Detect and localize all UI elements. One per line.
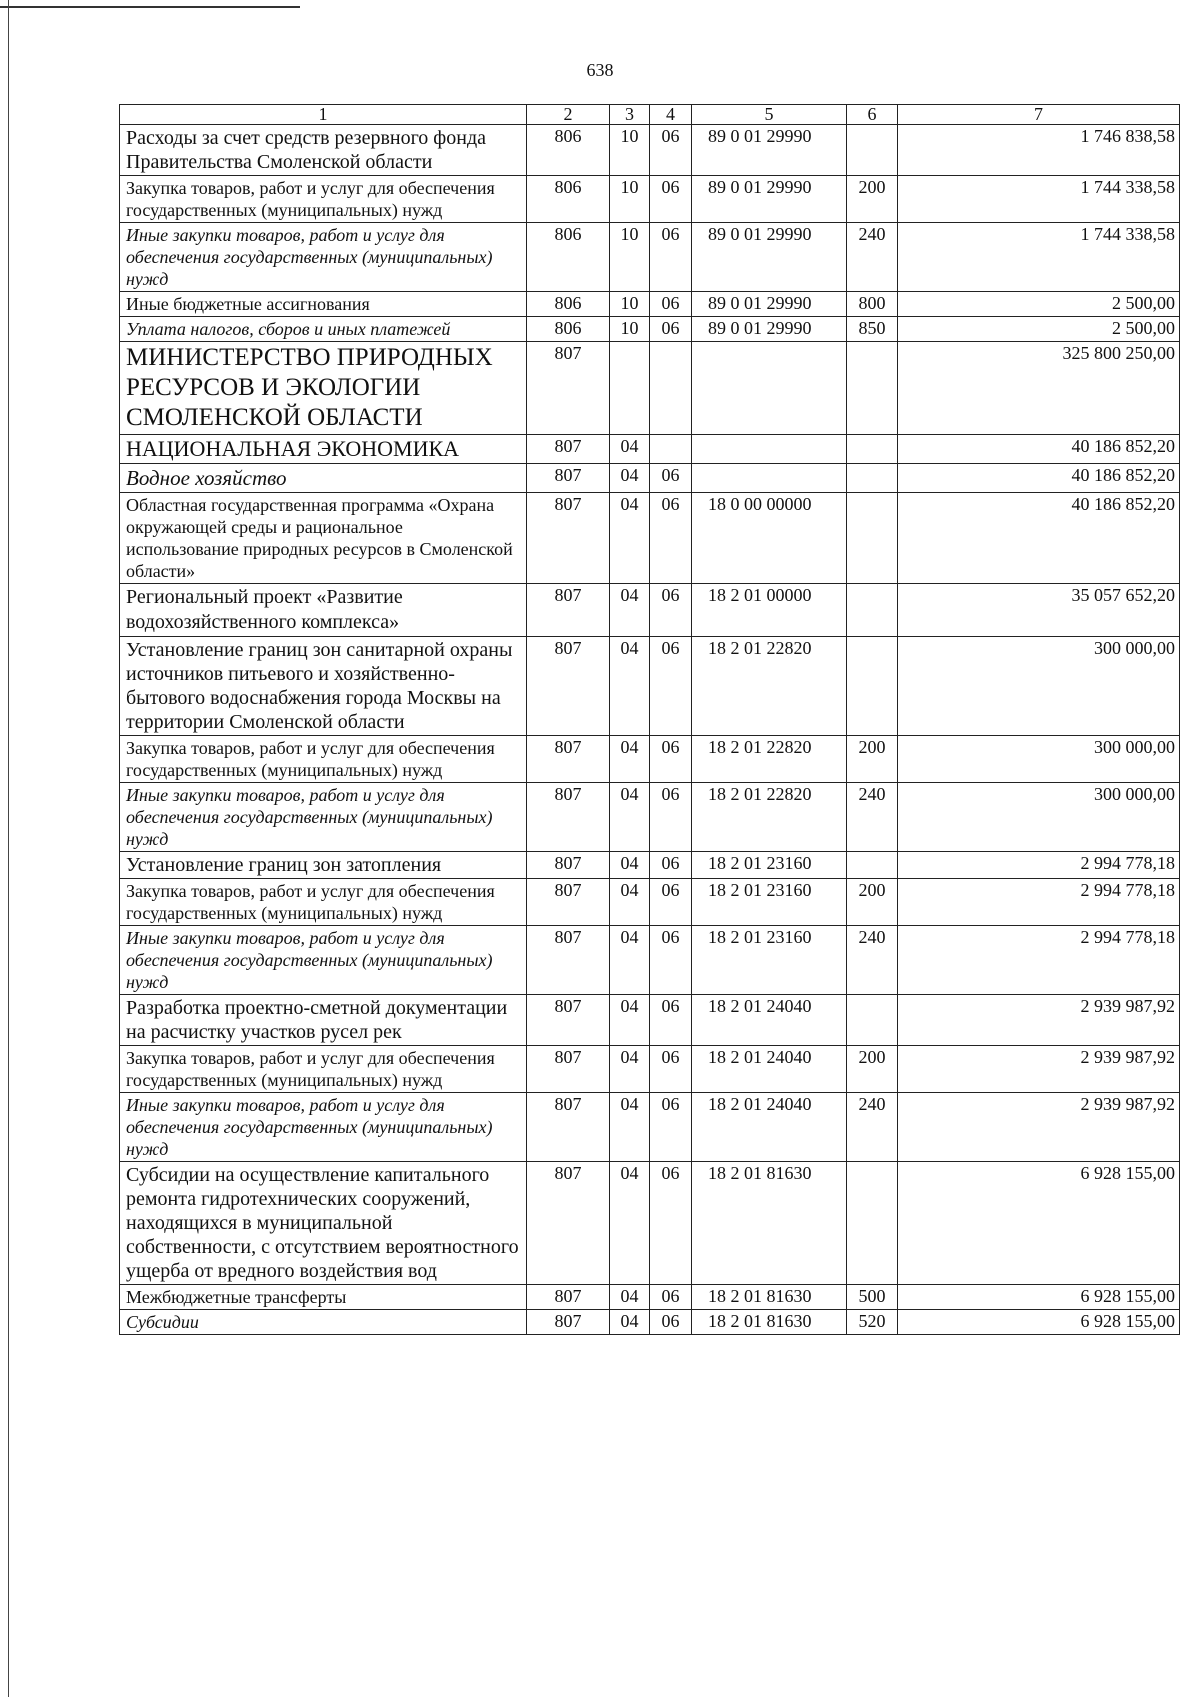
section-code-cell: 10 <box>610 292 650 317</box>
admin-code-cell: 806 <box>527 292 610 317</box>
row-name-cell: НАЦИОНАЛЬНАЯ ЭКОНОМИКА <box>120 435 527 464</box>
section-code-cell: 04 <box>610 637 650 736</box>
admin-code-cell: 807 <box>527 1285 610 1310</box>
amount-cell: 300 000,00 <box>898 637 1180 736</box>
target-article-cell: 89 0 01 29990 <box>692 176 847 223</box>
expense-type-cell: 800 <box>847 292 898 317</box>
amount-cell: 1 744 338,58 <box>898 176 1180 223</box>
section-code-cell: 04 <box>610 584 650 637</box>
row-name-cell: Закупка товаров, работ и услуг для обеспечения государственных (муниципальных) нужд <box>120 176 527 223</box>
section-code-cell: 04 <box>610 1093 650 1162</box>
target-article-cell: 18 0 00 00000 <box>692 493 847 584</box>
admin-code-cell: 807 <box>527 995 610 1046</box>
column-header: 1 <box>120 105 527 125</box>
table-row <box>120 1093 1180 1162</box>
expense-type-cell: 200 <box>847 176 898 223</box>
row-name-cell: Иные бюджетные ассигнования <box>120 292 527 317</box>
header-row <box>120 105 1180 125</box>
admin-code-cell: 806 <box>527 317 610 342</box>
subsection-code-cell: 06 <box>650 637 692 736</box>
table-row <box>120 1162 1180 1285</box>
amount-cell: 40 186 852,20 <box>898 493 1180 584</box>
admin-code-cell: 807 <box>527 736 610 783</box>
subsection-code-cell: 06 <box>650 736 692 783</box>
admin-code-cell: 807 <box>527 852 610 879</box>
amount-cell: 2 994 778,18 <box>898 926 1180 995</box>
amount-cell: 2 500,00 <box>898 317 1180 342</box>
table-row <box>120 317 1180 342</box>
section-code-cell: 10 <box>610 317 650 342</box>
table-row <box>120 926 1180 995</box>
section-code-cell: 04 <box>610 879 650 926</box>
subsection-code-cell: 06 <box>650 995 692 1046</box>
amount-cell: 300 000,00 <box>898 783 1180 852</box>
row-name-cell: Уплата налогов, сборов и иных платежей <box>120 317 527 342</box>
section-code-cell: 04 <box>610 1046 650 1093</box>
target-article-cell: 18 2 01 81630 <box>692 1310 847 1335</box>
target-article-cell: 89 0 01 29990 <box>692 223 847 292</box>
expense-type-cell <box>847 852 898 879</box>
column-header: 4 <box>650 105 692 125</box>
expense-type-cell <box>847 493 898 584</box>
subsection-code-cell: 06 <box>650 317 692 342</box>
section-code-cell: 04 <box>610 926 650 995</box>
expense-type-cell: 520 <box>847 1310 898 1335</box>
target-article-cell: 18 2 01 23160 <box>692 926 847 995</box>
subsection-code-cell: 06 <box>650 493 692 584</box>
section-code-cell: 04 <box>610 493 650 584</box>
amount-cell: 325 800 250,00 <box>898 342 1180 435</box>
scan-margin-line <box>8 0 9 1697</box>
section-code-cell: 04 <box>610 435 650 464</box>
amount-cell: 2 994 778,18 <box>898 879 1180 926</box>
target-article-cell: 18 2 01 24040 <box>692 995 847 1046</box>
admin-code-cell: 807 <box>527 1046 610 1093</box>
table-body <box>120 125 1180 1335</box>
target-article-cell: 18 2 01 22820 <box>692 783 847 852</box>
expense-type-cell <box>847 637 898 736</box>
subsection-code-cell: 06 <box>650 926 692 995</box>
admin-code-cell: 807 <box>527 493 610 584</box>
admin-code-cell: 807 <box>527 342 610 435</box>
subsection-code-cell: 06 <box>650 1310 692 1335</box>
row-name-cell: Закупка товаров, работ и услуг для обеспечения государственных (муниципальных) нужд <box>120 736 527 783</box>
column-header: 2 <box>527 105 610 125</box>
section-code-cell: 04 <box>610 783 650 852</box>
section-code-cell: 04 <box>610 852 650 879</box>
subsection-code-cell: 06 <box>650 464 692 493</box>
row-name-cell: Разработка проектно-сметной документации на расчистку участков русел рек <box>120 995 527 1046</box>
row-name-cell: Иные закупки товаров, работ и услуг для обеспечения государственных (муниципальных) нужд <box>120 783 527 852</box>
target-article-cell <box>692 342 847 435</box>
admin-code-cell: 807 <box>527 1162 610 1285</box>
expense-type-cell: 240 <box>847 223 898 292</box>
column-header: 7 <box>898 105 1180 125</box>
table-row <box>120 852 1180 879</box>
table-row <box>120 1046 1180 1093</box>
expense-type-cell <box>847 464 898 493</box>
subsection-code-cell: 06 <box>650 292 692 317</box>
amount-cell: 6 928 155,00 <box>898 1162 1180 1285</box>
row-name-cell: Межбюджетные трансферты <box>120 1285 527 1310</box>
table-row <box>120 292 1180 317</box>
amount-cell: 35 057 652,20 <box>898 584 1180 637</box>
amount-cell: 6 928 155,00 <box>898 1285 1180 1310</box>
table-row <box>120 125 1180 176</box>
table-row <box>120 1310 1180 1335</box>
subsection-code-cell: 06 <box>650 1046 692 1093</box>
target-article-cell: 18 2 01 22820 <box>692 637 847 736</box>
page-number: 638 <box>586 60 614 80</box>
row-name-cell: Установление границ зон санитарной охраны источников питьевого и хозяйственно-бытового водоснабжения города Москвы на территории Смоленской области <box>120 637 527 736</box>
row-name-cell: Иные закупки товаров, работ и услуг для обеспечения государственных (муниципальных) нужд <box>120 926 527 995</box>
row-name-cell: Субсидии <box>120 1310 527 1335</box>
expense-type-cell: 500 <box>847 1285 898 1310</box>
table-row <box>120 879 1180 926</box>
table-row <box>120 435 1180 464</box>
budget-table <box>119 104 1180 1335</box>
amount-cell: 2 939 987,92 <box>898 1093 1180 1162</box>
column-header: 3 <box>610 105 650 125</box>
amount-cell: 2 939 987,92 <box>898 1046 1180 1093</box>
row-name-cell: Областная государственная программа «Охрана окружающей среды и рациональное использование природных ресурсов в Смоленской области» <box>120 493 527 584</box>
table-row <box>120 176 1180 223</box>
target-article-cell: 89 0 01 29990 <box>692 292 847 317</box>
subsection-code-cell: 06 <box>650 176 692 223</box>
subsection-code-cell: 06 <box>650 1285 692 1310</box>
target-article-cell: 18 2 01 24040 <box>692 1046 847 1093</box>
table-row <box>120 584 1180 637</box>
table-row <box>120 223 1180 292</box>
target-article-cell: 18 2 01 24040 <box>692 1093 847 1162</box>
table-row <box>120 637 1180 736</box>
target-article-cell <box>692 435 847 464</box>
admin-code-cell: 806 <box>527 223 610 292</box>
subsection-code-cell: 06 <box>650 783 692 852</box>
expense-type-cell <box>847 435 898 464</box>
scan-edge-line <box>0 6 300 8</box>
section-code-cell <box>610 342 650 435</box>
admin-code-cell: 807 <box>527 435 610 464</box>
expense-type-cell: 200 <box>847 1046 898 1093</box>
section-code-cell: 04 <box>610 464 650 493</box>
section-code-cell: 04 <box>610 1285 650 1310</box>
amount-cell: 40 186 852,20 <box>898 464 1180 493</box>
table-row <box>120 995 1180 1046</box>
row-name-cell: Закупка товаров, работ и услуг для обеспечения государственных (муниципальных) нужд <box>120 879 527 926</box>
admin-code-cell: 806 <box>527 176 610 223</box>
subsection-code-cell: 06 <box>650 852 692 879</box>
target-article-cell: 89 0 01 29990 <box>692 317 847 342</box>
expense-type-cell: 850 <box>847 317 898 342</box>
amount-cell: 2 500,00 <box>898 292 1180 317</box>
admin-code-cell: 806 <box>527 125 610 176</box>
amount-cell: 1 746 838,58 <box>898 125 1180 176</box>
expense-type-cell: 240 <box>847 783 898 852</box>
target-article-cell: 18 2 01 23160 <box>692 879 847 926</box>
column-header: 6 <box>847 105 898 125</box>
target-article-cell: 18 2 01 00000 <box>692 584 847 637</box>
section-code-cell: 04 <box>610 1162 650 1285</box>
row-name-cell: Расходы за счет средств резервного фонда Правительства Смоленской области <box>120 125 527 176</box>
section-code-cell: 04 <box>610 995 650 1046</box>
expense-type-cell <box>847 1162 898 1285</box>
target-article-cell: 89 0 01 29990 <box>692 125 847 176</box>
subsection-code-cell: 06 <box>650 125 692 176</box>
admin-code-cell: 807 <box>527 1093 610 1162</box>
column-header: 5 <box>692 105 847 125</box>
admin-code-cell: 807 <box>527 464 610 493</box>
section-code-cell: 10 <box>610 223 650 292</box>
subsection-code-cell: 06 <box>650 879 692 926</box>
row-name-cell: МИНИСТЕРСТВО ПРИРОДНЫХ РЕСУРСОВ И ЭКОЛОГИИ СМОЛЕНСКОЙ ОБЛАСТИ <box>120 342 527 435</box>
amount-cell: 1 744 338,58 <box>898 223 1180 292</box>
subsection-code-cell: 06 <box>650 1162 692 1285</box>
amount-cell: 6 928 155,00 <box>898 1310 1180 1335</box>
subsection-code-cell: 06 <box>650 584 692 637</box>
admin-code-cell: 807 <box>527 584 610 637</box>
amount-cell: 300 000,00 <box>898 736 1180 783</box>
expense-type-cell <box>847 584 898 637</box>
expense-type-cell: 200 <box>847 879 898 926</box>
expense-type-cell: 200 <box>847 736 898 783</box>
expense-type-cell: 240 <box>847 1093 898 1162</box>
amount-cell: 2 994 778,18 <box>898 852 1180 879</box>
row-name-cell: Региональный проект «Развитие водохозяйственного комплекса» <box>120 584 527 637</box>
table-row <box>120 342 1180 435</box>
admin-code-cell: 807 <box>527 1310 610 1335</box>
row-name-cell: Иные закупки товаров, работ и услуг для обеспечения государственных (муниципальных) нужд <box>120 223 527 292</box>
table-row <box>120 736 1180 783</box>
subsection-code-cell <box>650 342 692 435</box>
section-code-cell: 10 <box>610 176 650 223</box>
section-code-cell: 04 <box>610 736 650 783</box>
expense-type-cell: 240 <box>847 926 898 995</box>
amount-cell: 2 939 987,92 <box>898 995 1180 1046</box>
subsection-code-cell <box>650 435 692 464</box>
table-row <box>120 493 1180 584</box>
target-article-cell: 18 2 01 81630 <box>692 1162 847 1285</box>
section-code-cell: 10 <box>610 125 650 176</box>
amount-cell: 40 186 852,20 <box>898 435 1180 464</box>
subsection-code-cell: 06 <box>650 223 692 292</box>
admin-code-cell: 807 <box>527 637 610 736</box>
target-article-cell: 18 2 01 81630 <box>692 1285 847 1310</box>
table-row <box>120 783 1180 852</box>
target-article-cell: 18 2 01 22820 <box>692 736 847 783</box>
subsection-code-cell: 06 <box>650 1093 692 1162</box>
table-row <box>120 1285 1180 1310</box>
expense-type-cell <box>847 995 898 1046</box>
expense-type-cell <box>847 125 898 176</box>
row-name-cell: Закупка товаров, работ и услуг для обеспечения государственных (муниципальных) нужд <box>120 1046 527 1093</box>
admin-code-cell: 807 <box>527 926 610 995</box>
row-name-cell: Субсидии на осуществление капитального ремонта гидротехнических сооружений, находящихся в муниципальной собственности, с отсутствием вероятностного ущерба от вредного воздействия вод <box>120 1162 527 1285</box>
table-row <box>120 464 1180 493</box>
target-article-cell: 18 2 01 23160 <box>692 852 847 879</box>
row-name-cell: Водное хозяйство <box>120 464 527 493</box>
row-name-cell: Установление границ зон затопления <box>120 852 527 879</box>
section-code-cell: 04 <box>610 1310 650 1335</box>
target-article-cell <box>692 464 847 493</box>
expense-type-cell <box>847 342 898 435</box>
row-name-cell: Иные закупки товаров, работ и услуг для обеспечения государственных (муниципальных) нужд <box>120 1093 527 1162</box>
admin-code-cell: 807 <box>527 879 610 926</box>
admin-code-cell: 807 <box>527 783 610 852</box>
